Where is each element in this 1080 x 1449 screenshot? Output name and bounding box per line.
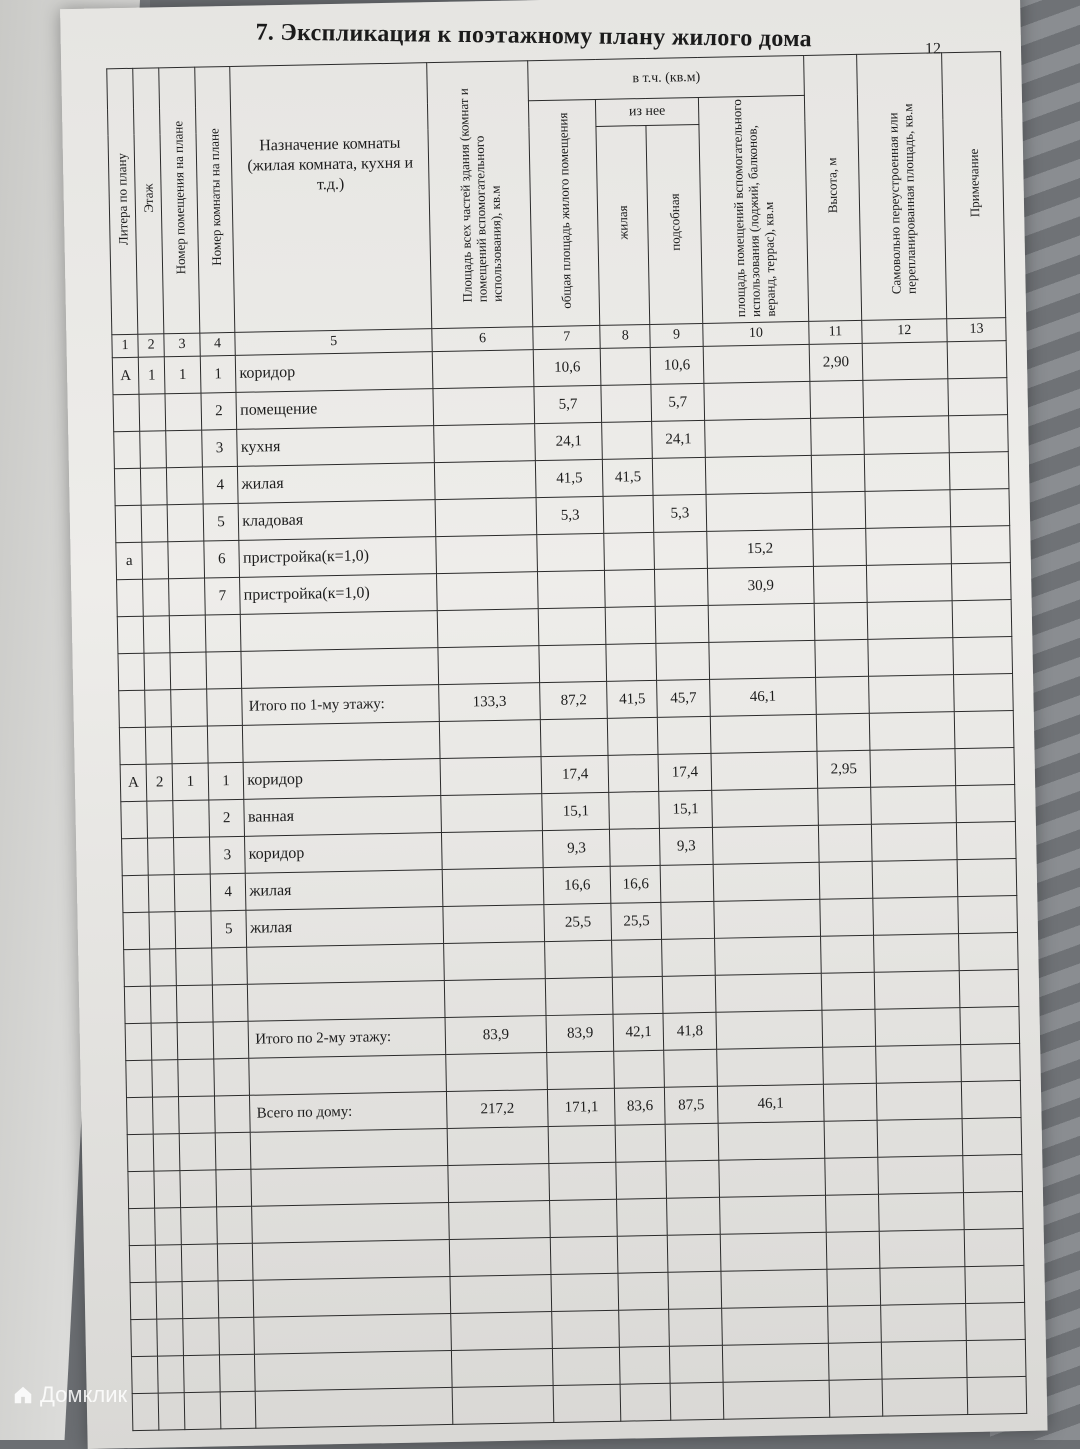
- cell-note: [950, 452, 1009, 490]
- total-living: 42,1: [613, 1013, 664, 1051]
- cell-room: 5: [211, 910, 247, 948]
- cell-name: кухня: [237, 426, 434, 467]
- cell-aux: 15,1: [659, 790, 712, 828]
- cell-height: [820, 898, 873, 936]
- cell-living: 16,6: [610, 865, 661, 903]
- cell-total: 24,1: [535, 422, 603, 460]
- cell-living: 41,5: [603, 458, 654, 496]
- cell-room: 2: [201, 392, 237, 430]
- cell-total: 16,6: [543, 866, 611, 904]
- cell-total: [537, 533, 605, 571]
- header-area-all: Площадь всех частей здания (комнат и помещений вспомогательного использования), кв.м: [427, 61, 534, 329]
- cell-name: ванная: [244, 796, 441, 837]
- colnum-12: 12: [861, 319, 947, 344]
- total-label: Итого по 1-му этажу:: [242, 685, 439, 726]
- cell-aux-use: 15,2: [706, 529, 813, 568]
- header-auxiliary: подсобная: [646, 124, 702, 324]
- header-room-no: Номер комнаты на плане: [195, 66, 236, 333]
- cell-litera: а: [116, 542, 143, 579]
- colnum-1: 1: [112, 334, 139, 357]
- cell-floor: [139, 394, 166, 431]
- cell-litera: [122, 875, 149, 912]
- colnum-2: 2: [138, 334, 165, 357]
- colnum-13: 13: [947, 318, 1006, 342]
- cell-name: помещение: [236, 389, 433, 430]
- cell-total: 17,4: [541, 755, 609, 793]
- cell-aux: 5,7: [651, 383, 704, 421]
- cell-rebuilt: [866, 564, 952, 603]
- cell-area: [434, 461, 536, 500]
- total-area: 83,9: [445, 1016, 547, 1055]
- cell-room: 7: [204, 577, 240, 615]
- cell-name: жилая: [238, 463, 435, 504]
- colnum-6: 6: [432, 327, 534, 352]
- cell-premise: [165, 393, 201, 431]
- cell-room: 1: [200, 355, 236, 393]
- cell-litera: А: [120, 764, 147, 801]
- cell-aux-use: 30,9: [707, 566, 814, 605]
- cell-litera: [114, 468, 141, 505]
- cell-aux: [653, 457, 706, 495]
- header-purpose: Назначение комнаты (жилая комната, кухня и т.д.): [230, 63, 432, 333]
- header-litera: Литера по плану: [107, 68, 138, 334]
- cell-rebuilt: [863, 416, 949, 455]
- cell-total: 5,7: [534, 385, 602, 423]
- cell-note: [950, 489, 1009, 527]
- cell-note: [949, 415, 1008, 453]
- cell-premise: 1: [172, 763, 208, 801]
- cell-floor: [148, 838, 175, 875]
- cell-premise: [173, 800, 209, 838]
- cell-height: [819, 824, 872, 862]
- total-label: Итого по 2-му этажу:: [248, 1018, 445, 1059]
- cell-total: [538, 570, 606, 608]
- cell-living: [610, 828, 661, 866]
- total-total: 83,9: [546, 1014, 614, 1052]
- cell-litera: [115, 505, 142, 542]
- header-floor: Этаж: [133, 68, 164, 334]
- cell-room: 3: [201, 429, 237, 467]
- cell-floor: [147, 801, 174, 838]
- cell-total: 25,5: [544, 903, 612, 941]
- cell-height: [812, 491, 865, 529]
- watermark: [12, 1382, 127, 1408]
- cell-living: [603, 495, 654, 533]
- cell-litera: [121, 801, 148, 838]
- cell-area: [434, 424, 536, 463]
- cell-aux: 9,3: [660, 827, 713, 865]
- cell-living: 25,5: [611, 902, 662, 940]
- cell-name: пристройка(к=1,0): [239, 537, 436, 578]
- cell-area: [435, 498, 537, 537]
- cell-living: [602, 421, 653, 459]
- header-height: Высота, м: [804, 54, 861, 321]
- colnum-11: 11: [809, 320, 862, 344]
- cell-rebuilt: [864, 453, 950, 492]
- total-label: Всего по дому:: [250, 1091, 447, 1132]
- total-aux: 87,5: [665, 1086, 718, 1124]
- page-number: 12: [924, 40, 942, 58]
- colnum-3: 3: [164, 333, 200, 357]
- total-aux: 41,8: [663, 1012, 716, 1050]
- cell-aux: [661, 901, 714, 939]
- header-of-which: из нее: [596, 97, 699, 126]
- cell-note: [947, 341, 1006, 379]
- cell-name: пристройка(к=1,0): [240, 574, 437, 615]
- cell-floor: [148, 875, 175, 912]
- cell-height: [814, 565, 867, 603]
- cell-litera: А: [112, 357, 139, 394]
- cell-living: [601, 384, 652, 422]
- cell-floor: [149, 912, 176, 949]
- cell-rebuilt: [862, 379, 948, 418]
- cell-floor: [141, 505, 168, 542]
- cell-total: 15,1: [542, 792, 610, 830]
- cell-total: 10,6: [534, 348, 602, 386]
- cell-premise: [175, 911, 211, 949]
- cell-aux-use: [711, 751, 818, 790]
- cell-premise: [174, 874, 210, 912]
- cell-rebuilt: [865, 527, 951, 566]
- cell-note: [952, 563, 1011, 601]
- cell-litera: [113, 394, 140, 431]
- cell-room: 2: [209, 799, 245, 837]
- header-aux-use: площадь помещений вспомогательного использования (лоджий, балконов, веранд, террас), кв.м: [698, 95, 809, 323]
- cell-premise: 1: [165, 356, 201, 394]
- colnum-8: 8: [600, 324, 651, 348]
- cell-name: кладовая: [238, 500, 435, 541]
- cell-aux: 10,6: [651, 346, 704, 384]
- cell-name: коридор: [245, 833, 442, 874]
- cell-name: жилая: [246, 870, 443, 911]
- cell-litera: [122, 838, 149, 875]
- cell-room: 5: [203, 503, 239, 541]
- cell-litera: [123, 912, 150, 949]
- cell-area: [432, 350, 534, 389]
- header-note: Примечание: [942, 52, 1006, 319]
- cell-living: [609, 791, 660, 829]
- page-title: 7. Экспликация к поэтажному плану жилого дома: [255, 19, 813, 53]
- total-aux-use: 46,1: [709, 677, 816, 716]
- cell-floor: 2: [146, 764, 173, 801]
- cell-floor: 1: [138, 357, 165, 394]
- colnum-7: 7: [533, 325, 600, 349]
- explication-table: [106, 51, 1027, 1431]
- cell-floor: [140, 431, 167, 468]
- cell-area: [440, 757, 542, 796]
- cell-premise: [168, 541, 204, 579]
- cell-total: 9,3: [543, 829, 611, 867]
- cell-aux: [654, 531, 707, 569]
- cell-living: [605, 569, 656, 607]
- total-aux-use: 46,1: [717, 1084, 824, 1123]
- cell-premise: [167, 467, 203, 505]
- cell-area: [436, 535, 538, 574]
- cell-name: коридор: [236, 352, 433, 393]
- header-premise-no: Номер помещения на плане: [159, 67, 200, 334]
- cell-premise: [167, 504, 203, 542]
- house-icon: [12, 1384, 34, 1406]
- cell-rebuilt: [862, 342, 948, 381]
- total-living: 83,6: [615, 1087, 666, 1125]
- colnum-10: 10: [702, 321, 809, 346]
- cell-aux: 5,3: [653, 494, 706, 532]
- cell-area: [436, 572, 538, 611]
- cell-area: [433, 387, 535, 426]
- cell-floor: [141, 468, 168, 505]
- cell-litera: [117, 579, 144, 616]
- cell-aux-use: [706, 492, 813, 531]
- cell-height: [813, 528, 866, 566]
- cell-aux: [661, 864, 714, 902]
- cell-name: коридор: [243, 759, 440, 800]
- cell-litera: [114, 431, 141, 468]
- cell-height: [819, 861, 872, 899]
- cell-height: [818, 787, 871, 825]
- cell-aux-use: [705, 455, 812, 494]
- cell-aux: [655, 568, 708, 606]
- header-rebuilt: Самовольно переустроенная или перепланированная площадь, кв.м: [856, 53, 947, 321]
- cell-living: [600, 347, 651, 385]
- cell-name: жилая: [246, 907, 443, 948]
- total-area: 133,3: [439, 683, 541, 722]
- cell-note: [951, 526, 1010, 564]
- cell-total: 5,3: [536, 496, 604, 534]
- colnum-5: 5: [235, 329, 432, 356]
- cell-floor: [143, 579, 170, 616]
- header-incl: в т.ч. (кв.м): [528, 55, 805, 100]
- cell-room: 3: [209, 836, 245, 874]
- cell-height: 2,90: [809, 343, 862, 381]
- cell-room: 4: [210, 873, 246, 911]
- colnum-9: 9: [650, 323, 703, 347]
- total-aux: 45,7: [657, 679, 710, 717]
- cell-room: 6: [204, 540, 240, 578]
- cell-premise: [174, 837, 210, 875]
- document-page: [60, 0, 1047, 1449]
- cell-floor: [142, 542, 169, 579]
- cell-rebuilt: [865, 490, 951, 529]
- cell-aux: 17,4: [658, 753, 711, 791]
- colnum-4: 4: [200, 332, 236, 356]
- total-total: 171,1: [548, 1088, 616, 1126]
- cell-living: [608, 754, 659, 792]
- cell-height: [811, 417, 864, 455]
- header-living: жилая: [596, 125, 650, 325]
- cell-note: [948, 378, 1007, 416]
- cell-aux-use: [704, 381, 811, 420]
- cell-room: 4: [202, 466, 238, 504]
- cell-room: 1: [208, 762, 244, 800]
- total-total: 87,2: [540, 681, 608, 719]
- cell-total: 41,5: [536, 459, 604, 497]
- header-total-living: общая площадь жилого помещения: [529, 99, 600, 326]
- cell-living: [604, 532, 655, 570]
- cell-height: [812, 454, 865, 492]
- total-area: 217,2: [446, 1090, 548, 1129]
- watermark-text: Домклик: [40, 1382, 128, 1407]
- total-living: 41,5: [607, 680, 658, 718]
- cell-aux: 24,1: [652, 420, 705, 458]
- cell-premise: [169, 578, 205, 616]
- cell-premise: [166, 430, 202, 468]
- cell-height: 2,95: [817, 750, 870, 788]
- cell-height: [810, 380, 863, 418]
- cell-aux-use: [704, 418, 811, 457]
- cell-aux-use: [703, 344, 810, 383]
